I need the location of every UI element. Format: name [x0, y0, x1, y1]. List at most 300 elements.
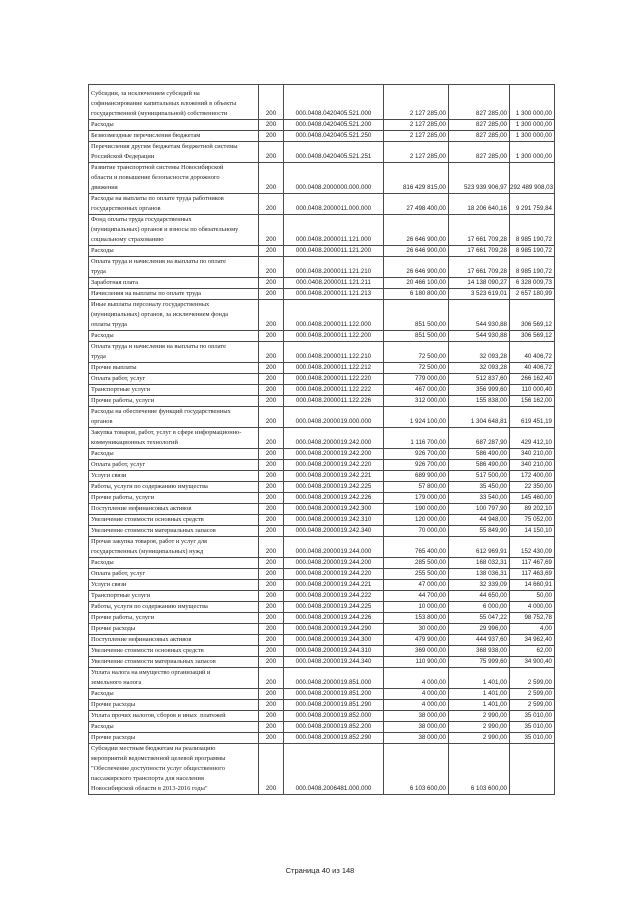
cell-remaining: 2 657 180,99: [510, 289, 555, 300]
cell-kbk: 000.0408.2000011.121.000: [284, 215, 384, 246]
cell-description: Увеличение стоимости материальных запасов: [89, 657, 259, 668]
cell-approved: 1 924 100,00: [384, 407, 449, 428]
cell-description: Транспортные услуги: [89, 385, 259, 396]
table-row: [89, 131, 555, 142]
cell-approved: 4 000,00: [384, 689, 449, 700]
cell-remaining: 40 406,72: [510, 363, 555, 374]
cell-remaining: 22 350,00: [510, 482, 555, 493]
cell-code: 200: [259, 613, 284, 624]
cell-remaining: 35 010,00: [510, 722, 555, 733]
cell-executed: 100 797,90: [449, 504, 510, 515]
cell-remaining: 2 599,00: [510, 700, 555, 711]
cell-approved: 190 000,00: [384, 504, 449, 515]
table-row: [89, 449, 555, 460]
cell-executed: 687 287,90: [449, 428, 510, 449]
cell-kbk: 000.0408.0420405.521.250: [284, 131, 384, 142]
cell-approved: 2 127 285,00: [384, 85, 449, 120]
cell-code: 200: [259, 504, 284, 515]
table-row: [89, 142, 555, 163]
cell-remaining: 266 162,40: [510, 374, 555, 385]
cell-remaining: 340 210,00: [510, 449, 555, 460]
cell-code: 200: [259, 744, 284, 795]
cell-kbk: 000.0408.2000019.244.222: [284, 591, 384, 602]
cell-code: 200: [259, 493, 284, 504]
cell-kbk: 000.0408.2000019.244.290: [284, 624, 384, 635]
cell-executed: 1 401,00: [449, 700, 510, 711]
cell-remaining: 340 210,00: [510, 460, 555, 471]
cell-approved: 57 800,00: [384, 482, 449, 493]
cell-executed: 827 285,00: [449, 120, 510, 131]
cell-executed: 1 401,00: [449, 668, 510, 689]
cell-executed: 17 661 709,28: [449, 246, 510, 257]
cell-kbk: 000.0408.2000019.242.300: [284, 504, 384, 515]
cell-kbk: 000.0408.2000019.244.340: [284, 657, 384, 668]
cell-kbk: 000.0408.2006481.000.000: [284, 744, 384, 795]
table-row: [89, 569, 555, 580]
cell-executed: 44 948,00: [449, 515, 510, 526]
cell-kbk: 000.0408.2000019.852.200: [284, 722, 384, 733]
cell-remaining: 1 300 000,00: [510, 85, 555, 120]
cell-executed: 55 047,22: [449, 613, 510, 624]
cell-description: Субсидии местным бюджетам на реализацию мероприятий ведомственной целевой программы "Обеспечение доступности услуг общественного пассажирского транспорта для населения Новосибирской области в 2013-2016 годы": [89, 744, 259, 795]
cell-executed: 586 490,00: [449, 449, 510, 460]
cell-description: Прочие работы, услуги: [89, 493, 259, 504]
cell-executed: 55 849,90: [449, 526, 510, 537]
cell-code: 200: [259, 428, 284, 449]
cell-description: Расходы: [89, 558, 259, 569]
table-row: [89, 342, 555, 363]
cell-code: 200: [259, 385, 284, 396]
cell-kbk: 000.0408.2000019.244.225: [284, 602, 384, 613]
cell-description: Оплата труда и начисления на выплаты по оплате труда: [89, 257, 259, 278]
table-row: [89, 526, 555, 537]
cell-description: Перечисления другим бюджетам бюджетной системы Российской Федерации: [89, 142, 259, 163]
cell-executed: 32 093,28: [449, 342, 510, 363]
cell-description: Оплата работ, услуг: [89, 460, 259, 471]
cell-description: Прочие выплаты: [89, 363, 259, 374]
cell-kbk: 000.0408.2000019.244.310: [284, 646, 384, 657]
cell-approved: 26 646 900,00: [384, 257, 449, 278]
cell-remaining: 40 406,72: [510, 342, 555, 363]
cell-approved: 6 180 800,00: [384, 289, 449, 300]
cell-code: 200: [259, 289, 284, 300]
cell-description: Прочие расходы: [89, 733, 259, 744]
cell-approved: 47 000,00: [384, 580, 449, 591]
cell-approved: 72 500,00: [384, 363, 449, 374]
table-row: [89, 385, 555, 396]
cell-description: Расходы на выплаты по оплате труда работников государственных органов: [89, 194, 259, 215]
cell-code: 200: [259, 722, 284, 733]
cell-approved: 1 116 700,00: [384, 428, 449, 449]
cell-description: Оплата работ, услуг: [89, 569, 259, 580]
cell-executed: 29 996,00: [449, 624, 510, 635]
cell-kbk: 000.0408.2000000.000.000: [284, 163, 384, 194]
cell-kbk: 000.0408.2000019.244.221: [284, 580, 384, 591]
cell-executed: 512 837,60: [449, 374, 510, 385]
cell-executed: 155 838,00: [449, 396, 510, 407]
cell-code: 200: [259, 194, 284, 215]
cell-approved: 10 000,00: [384, 602, 449, 613]
cell-kbk: 000.0408.2000019.244.000: [284, 537, 384, 558]
cell-code: 200: [259, 471, 284, 482]
cell-executed: 2 990,00: [449, 733, 510, 744]
cell-executed: 17 661 709,28: [449, 257, 510, 278]
cell-remaining: 8 985 190,72: [510, 257, 555, 278]
cell-description: Оплата работ, услуг: [89, 374, 259, 385]
cell-executed: 1 304 648,81: [449, 407, 510, 428]
cell-code: 200: [259, 142, 284, 163]
cell-remaining: 156 162,00: [510, 396, 555, 407]
cell-remaining: 619 451,19: [510, 407, 555, 428]
cell-executed: 168 032,31: [449, 558, 510, 569]
cell-remaining: 152 430,09: [510, 537, 555, 558]
table-row: [89, 289, 555, 300]
cell-executed: 586 490,00: [449, 460, 510, 471]
cell-approved: 312 000,00: [384, 396, 449, 407]
table-row: [89, 504, 555, 515]
table-row: [89, 657, 555, 668]
cell-kbk: 000.0408.2000011.121.210: [284, 257, 384, 278]
cell-kbk: 000.0408.2000011.122.000: [284, 300, 384, 331]
cell-code: 200: [259, 257, 284, 278]
cell-description: Поступление нефинансовых активов: [89, 635, 259, 646]
cell-description: Увеличение стоимости основных средств: [89, 515, 259, 526]
cell-executed: 827 285,00: [449, 85, 510, 120]
cell-remaining: 98 752,78: [510, 613, 555, 624]
cell-description: Субсидии, за исключением субсидий на софинансирование капитальных вложений в объекты государственной (муниципальной) собственности: [89, 85, 259, 120]
cell-approved: 926 700,00: [384, 449, 449, 460]
cell-kbk: 000.0408.2000011.121.213: [284, 289, 384, 300]
cell-kbk: 000.0408.2000019.242.000: [284, 428, 384, 449]
cell-remaining: 50,00: [510, 591, 555, 602]
table-row: [89, 591, 555, 602]
cell-approved: 369 000,00: [384, 646, 449, 657]
cell-code: 200: [259, 580, 284, 591]
table-row: [89, 482, 555, 493]
table-row: [89, 744, 555, 795]
cell-executed: 1 401,00: [449, 689, 510, 700]
cell-executed: 444 937,60: [449, 635, 510, 646]
table-row: [89, 407, 555, 428]
cell-executed: 2 990,00: [449, 722, 510, 733]
cell-approved: 4 000,00: [384, 668, 449, 689]
cell-approved: 110 900,00: [384, 657, 449, 668]
cell-executed: 44 650,00: [449, 591, 510, 602]
cell-remaining: 2 599,00: [510, 689, 555, 700]
cell-remaining: 14 660,91: [510, 580, 555, 591]
cell-description: Расходы: [89, 120, 259, 131]
cell-code: 200: [259, 163, 284, 194]
cell-approved: 38 000,00: [384, 733, 449, 744]
cell-description: Прочие работы, услуги: [89, 613, 259, 624]
cell-kbk: 000.0408.2000019.244.200: [284, 558, 384, 569]
cell-description: Услуги связи: [89, 580, 259, 591]
cell-remaining: 35 010,00: [510, 733, 555, 744]
cell-description: Безвозмездные перечисления бюджетам: [89, 131, 259, 142]
cell-remaining: 1 300 000,00: [510, 120, 555, 131]
cell-description: Фонд оплаты труда государственных (муниципальных) органов и взносы по обязательному социальному страхованию: [89, 215, 259, 246]
cell-code: 200: [259, 700, 284, 711]
cell-remaining: 6 328 009,73: [510, 278, 555, 289]
table-row: [89, 646, 555, 657]
cell-executed: 827 285,00: [449, 131, 510, 142]
cell-remaining: 62,00: [510, 646, 555, 657]
cell-executed: 18 206 640,16: [449, 194, 510, 215]
cell-description: Уплата прочих налогов, сборов и иных платежей: [89, 711, 259, 722]
table-row: [89, 278, 555, 289]
table-row: [89, 711, 555, 722]
table-row: [89, 602, 555, 613]
cell-kbk: 000.0408.2000019.851.290: [284, 700, 384, 711]
cell-kbk: 000.0408.2000019.242.220: [284, 460, 384, 471]
cell-code: 200: [259, 602, 284, 613]
cell-code: 200: [259, 342, 284, 363]
cell-description: Прочие работы, услуги: [89, 396, 259, 407]
cell-description: Прочие расходы: [89, 624, 259, 635]
table-row: [89, 471, 555, 482]
table-row: [89, 733, 555, 744]
cell-kbk: 000.0408.2000019.242.221: [284, 471, 384, 482]
cell-code: 200: [259, 635, 284, 646]
cell-approved: 44 700,00: [384, 591, 449, 602]
cell-approved: 285 500,00: [384, 558, 449, 569]
cell-remaining: 306 569,12: [510, 331, 555, 342]
cell-approved: 779 000,00: [384, 374, 449, 385]
table-row: [89, 374, 555, 385]
cell-description: Расходы: [89, 689, 259, 700]
cell-executed: 6 103 600,00: [449, 744, 510, 795]
cell-approved: 689 900,00: [384, 471, 449, 482]
cell-kbk: 000.0408.2000019.242.225: [284, 482, 384, 493]
cell-kbk: 000.0408.0420405.521.200: [284, 120, 384, 131]
cell-description: Расходы: [89, 722, 259, 733]
cell-kbk: 000.0408.2000019.244.300: [284, 635, 384, 646]
cell-remaining: 1 300 000,00: [510, 142, 555, 163]
table-row: [89, 537, 555, 558]
cell-kbk: 000.0408.2000019.852.000: [284, 711, 384, 722]
cell-description: Расходы: [89, 246, 259, 257]
cell-remaining: 34 900,40: [510, 657, 555, 668]
table-row: [89, 624, 555, 635]
cell-approved: 255 500,00: [384, 569, 449, 580]
cell-kbk: 000.0408.2000011.122.220: [284, 374, 384, 385]
cell-approved: 30 000,00: [384, 624, 449, 635]
cell-code: 200: [259, 363, 284, 374]
cell-executed: 32 339,09: [449, 580, 510, 591]
cell-remaining: 2 599,00: [510, 668, 555, 689]
cell-kbk: 000.0408.2000019.242.310: [284, 515, 384, 526]
table-row: [89, 460, 555, 471]
table-row: [89, 722, 555, 733]
cell-executed: 14 138 090,27: [449, 278, 510, 289]
cell-kbk: 000.0408.2000011.121.200: [284, 246, 384, 257]
cell-approved: 2 127 285,00: [384, 131, 449, 142]
cell-description: Закупка товаров, работ, услуг в сфере информационно- коммуникационных технологий: [89, 428, 259, 449]
table-row: [89, 558, 555, 569]
budget-table-body: [89, 85, 555, 795]
cell-description: Увеличение стоимости материальных запасов: [89, 526, 259, 537]
cell-kbk: 000.0408.0420405.521.251: [284, 142, 384, 163]
cell-approved: 27 498 400,00: [384, 194, 449, 215]
cell-kbk: 000.0408.2000011.121.211: [284, 278, 384, 289]
cell-kbk: 000.0408.2000011.122.212: [284, 363, 384, 374]
cell-description: Начисления на выплаты по оплате труда: [89, 289, 259, 300]
cell-code: 200: [259, 591, 284, 602]
cell-remaining: 8 985 190,72: [510, 215, 555, 246]
cell-code: 200: [259, 646, 284, 657]
cell-executed: 33 540,00: [449, 493, 510, 504]
cell-executed: 35 450,00: [449, 482, 510, 493]
cell-code: 200: [259, 515, 284, 526]
cell-approved: 20 466 100,00: [384, 278, 449, 289]
cell-kbk: 000.0408.2000019.851.000: [284, 668, 384, 689]
cell-approved: 26 646 900,00: [384, 246, 449, 257]
cell-approved: 120 000,00: [384, 515, 449, 526]
cell-approved: 765 400,00: [384, 537, 449, 558]
cell-description: Расходы: [89, 449, 259, 460]
cell-description: Оплата труда и начисления на выплаты по оплате труда: [89, 342, 259, 363]
table-row: [89, 257, 555, 278]
cell-approved: 2 127 285,00: [384, 120, 449, 131]
cell-kbk: 000.0408.0420405.521.000: [284, 85, 384, 120]
cell-description: Увеличение стоимости основных средств: [89, 646, 259, 657]
cell-description: Уплата налога на имущество организаций и земельного налога: [89, 668, 259, 689]
cell-remaining: 1 300 000,00: [510, 131, 555, 142]
cell-kbk: 000.0408.2000019.852.290: [284, 733, 384, 744]
cell-approved: 153 800,00: [384, 613, 449, 624]
table-row: [89, 493, 555, 504]
table-row: [89, 580, 555, 591]
cell-code: 200: [259, 278, 284, 289]
cell-remaining: 110 000,40: [510, 385, 555, 396]
table-row: [89, 163, 555, 194]
cell-remaining: 89 202,10: [510, 504, 555, 515]
cell-approved: 38 000,00: [384, 722, 449, 733]
table-row: [89, 246, 555, 257]
cell-approved: 816 429 815,00: [384, 163, 449, 194]
cell-remaining: 35 010,00: [510, 711, 555, 722]
cell-remaining: 34 962,40: [510, 635, 555, 646]
cell-approved: 179 000,00: [384, 493, 449, 504]
cell-kbk: 000.0408.2000019.242.340: [284, 526, 384, 537]
cell-description: Транспортные услуги: [89, 591, 259, 602]
page-number: Страница 40 из 148: [285, 866, 355, 875]
cell-executed: 544 930,88: [449, 331, 510, 342]
cell-approved: 926 700,00: [384, 460, 449, 471]
cell-description: Поступление нефинансовых активов: [89, 504, 259, 515]
cell-kbk: 000.0408.2000011.000.000: [284, 194, 384, 215]
cell-executed: 827 285,00: [449, 142, 510, 163]
cell-approved: 38 000,00: [384, 711, 449, 722]
cell-executed: 544 930,88: [449, 300, 510, 331]
table-row: [89, 120, 555, 131]
cell-description: Прочие расходы: [89, 700, 259, 711]
cell-kbk: 000.0408.2000019.851.200: [284, 689, 384, 700]
cell-executed: 138 036,31: [449, 569, 510, 580]
cell-code: 200: [259, 120, 284, 131]
cell-code: 200: [259, 668, 284, 689]
cell-executed: 2 990,00: [449, 711, 510, 722]
cell-code: 200: [259, 657, 284, 668]
cell-kbk: 000.0408.2000019.242.226: [284, 493, 384, 504]
table-row: [89, 331, 555, 342]
cell-code: 200: [259, 482, 284, 493]
cell-approved: 70 000,00: [384, 526, 449, 537]
table-row: [89, 215, 555, 246]
cell-executed: 368 938,00: [449, 646, 510, 657]
cell-description: Прочая закупка товаров, работ и услуг для государственных (муниципальных) нужд: [89, 537, 259, 558]
cell-kbk: 000.0408.2000011.122.210: [284, 342, 384, 363]
cell-description: Работы, услуги по содержанию имущества: [89, 482, 259, 493]
cell-executed: 356 999,60: [449, 385, 510, 396]
cell-code: 200: [259, 300, 284, 331]
cell-code: 200: [259, 215, 284, 246]
cell-approved: 6 103 600,00: [384, 744, 449, 795]
cell-code: 200: [259, 131, 284, 142]
cell-code: 200: [259, 246, 284, 257]
table-row: [89, 300, 555, 331]
cell-code: 200: [259, 85, 284, 120]
cell-approved: 851 500,00: [384, 300, 449, 331]
cell-executed: 75 999,60: [449, 657, 510, 668]
cell-description: Иные выплаты персоналу государственных (муниципальных) органов, за исключением фонда оплаты труда: [89, 300, 259, 331]
cell-remaining: 117 463,69: [510, 569, 555, 580]
cell-approved: 2 127 285,00: [384, 142, 449, 163]
cell-description: Развитие транспортной системы Новосибирской области и повышение безопасности дорожного движения: [89, 163, 259, 194]
cell-code: 200: [259, 624, 284, 635]
cell-description: Услуги связи: [89, 471, 259, 482]
cell-code: 200: [259, 558, 284, 569]
cell-remaining: 306 569,12: [510, 300, 555, 331]
cell-remaining: 117 467,69: [510, 558, 555, 569]
cell-description: Заработная плата: [89, 278, 259, 289]
cell-code: 200: [259, 569, 284, 580]
cell-code: 200: [259, 449, 284, 460]
cell-remaining: 145 460,00: [510, 493, 555, 504]
cell-executed: 517 500,00: [449, 471, 510, 482]
cell-remaining: 75 052,00: [510, 515, 555, 526]
cell-executed: 523 939 906,97: [449, 163, 510, 194]
cell-remaining: 292 489 908,03: [510, 163, 555, 194]
cell-kbk: 000.0408.2000019.242.200: [284, 449, 384, 460]
cell-kbk: 000.0408.2000019.000.000: [284, 407, 384, 428]
cell-remaining: [510, 744, 555, 795]
table-row: [89, 635, 555, 646]
cell-code: 200: [259, 689, 284, 700]
cell-executed: 17 661 709,28: [449, 215, 510, 246]
cell-code: 200: [259, 711, 284, 722]
budget-execution-table: [88, 84, 555, 795]
cell-remaining: 172 400,00: [510, 471, 555, 482]
cell-code: 200: [259, 331, 284, 342]
table-row: [89, 613, 555, 624]
cell-approved: 851 500,00: [384, 331, 449, 342]
cell-approved: 26 646 900,00: [384, 215, 449, 246]
cell-remaining: 4 000,00: [510, 602, 555, 613]
cell-remaining: 8 985 190,72: [510, 246, 555, 257]
cell-description: Расходы на обеспечение функций государственных органов: [89, 407, 259, 428]
table-row: [89, 515, 555, 526]
table-row: [89, 396, 555, 407]
cell-remaining: 9 291 759,84: [510, 194, 555, 215]
table-row: [89, 194, 555, 215]
cell-approved: 72 500,00: [384, 342, 449, 363]
cell-code: 200: [259, 526, 284, 537]
cell-code: 200: [259, 460, 284, 471]
cell-approved: 4 000,00: [384, 700, 449, 711]
cell-kbk: 000.0408.2000011.122.200: [284, 331, 384, 342]
cell-remaining: 14 150,10: [510, 526, 555, 537]
